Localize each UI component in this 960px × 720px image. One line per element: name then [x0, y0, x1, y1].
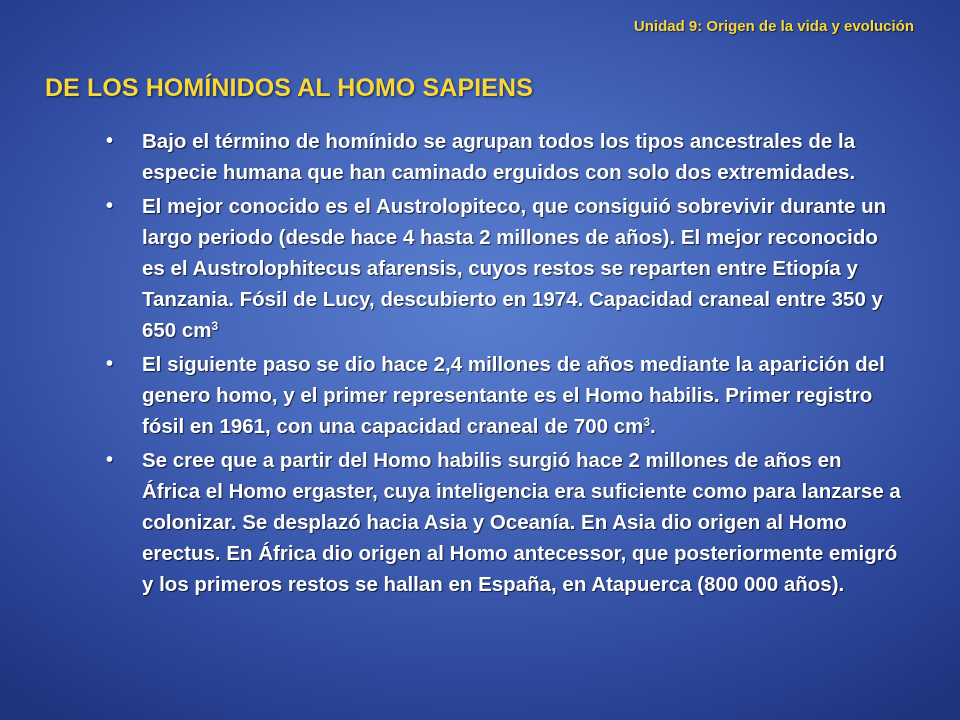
bullet-list: [104, 126, 904, 603]
bullet-marker: •: [106, 195, 114, 217]
bullet-item-2: [104, 191, 904, 346]
bullet-marker: •: [106, 353, 114, 375]
bullet-text: El mejor conocido es el Austrolopiteco, que consiguió sobrevivir durante un largo periodo (desde hace 4 hasta 2 millones de años). El mejor reconocido es el Austrolophitecus afarensis, cuyos restos se reparten entre Etiopía y Tanzania. Fósil de Lucy, descubierto en 1974. Capacidad craneal entre 350 y 650 cm: [142, 195, 887, 342]
bullet-text: El siguiente paso se dio hace 2,4 millones de años mediante la aparición del genero homo, y el primer representante es el Homo habilis. Primer registro fósil en 1961, con una capacidad craneal de 700 cm: [142, 353, 885, 438]
unit-header: Unidad 9: Origen de la vida y evolución: [633, 18, 914, 35]
bullet-text: Se cree que a partir del Homo habilis surgió hace 2 millones de años en África el Homo ergaster, cuya inteligencia era suficiente como para lanzarse a colonizar. Se desplazó hacia Asia y Oceanía. En Asia dio origen al Homo erectus. En África dio origen al Homo antecessor, que posteriormente emigró y los primeros restos se hallan en España, en Atapuerca (800 000 años).: [142, 449, 901, 596]
superscript-exponent: 3: [643, 415, 651, 429]
bullet-text: Bajo el término de homínido se agrupan todos los tipos ancestrales de la especie humana que han caminado erguidos con solo dos extremidades.: [142, 130, 856, 184]
bullet-item-1: [104, 126, 904, 188]
slide-title: DE LOS HOMÍNIDOS AL HOMO SAPIENS: [45, 74, 533, 102]
bullet-marker: •: [106, 449, 114, 471]
bullet-text-tail: .: [650, 415, 656, 438]
bullet-marker: •: [106, 130, 114, 152]
bullet-item-4: [104, 445, 904, 600]
superscript-exponent: 3: [211, 319, 219, 333]
bullet-item-3: [104, 349, 904, 442]
